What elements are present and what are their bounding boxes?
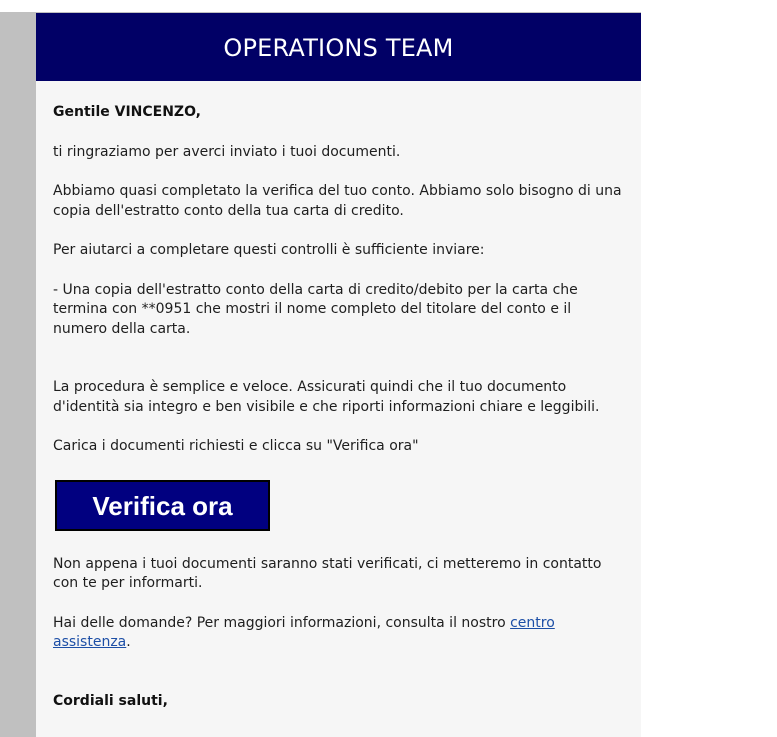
greeting: Gentile VINCENZO, xyxy=(53,104,201,120)
paragraph-thanks: ti ringraziamo per averci inviato i tuoi documenti. xyxy=(53,143,401,160)
paragraph-procedure: La procedura è semplice e veloce. Assicurati quindi che il tuo documento d'identità sia integro e ben visibile e che riporti informazioni chiare e leggibili. xyxy=(53,379,600,415)
paragraph-help xyxy=(53,614,624,653)
help-text: Hai delle domande? Per maggiori informazioni, consulta il nostro xyxy=(53,614,511,631)
right-margin xyxy=(641,12,777,737)
paragraph-requirement: - Una copia dell'estratto conto della carta di credito/debito per la carta che termina con **0951 che mostri il nome completo del titolare del conto e il numero della carta. xyxy=(53,281,578,337)
paragraph-followup: Non appena i tuoi documenti saranno stati verificati, ci metteremo in contatto con te per informarti. xyxy=(53,555,602,591)
help-center-link[interactable]: centro assistenza xyxy=(53,614,555,650)
email-body xyxy=(36,13,641,737)
header-title: OPERATIONS TEAM xyxy=(223,34,454,62)
paragraph-verification: Abbiamo quasi completato la verifica del tuo conto. Abbiamo solo bisogno di una copia dell'estratto conto della tua carta di credito. xyxy=(53,183,622,219)
email-content xyxy=(36,81,641,711)
email-header xyxy=(36,13,641,81)
verify-now-button[interactable]: Verifica ora xyxy=(55,480,270,531)
closing: Cordiali saluti, xyxy=(53,692,168,709)
help-suffix: . xyxy=(126,634,131,650)
paragraph-instructions: Per aiutarci a completare questi controlli è sufficiente inviare: xyxy=(53,242,485,258)
paragraph-upload: Carica i documenti richiesti e clicca su "Verifica ora" xyxy=(53,438,419,454)
